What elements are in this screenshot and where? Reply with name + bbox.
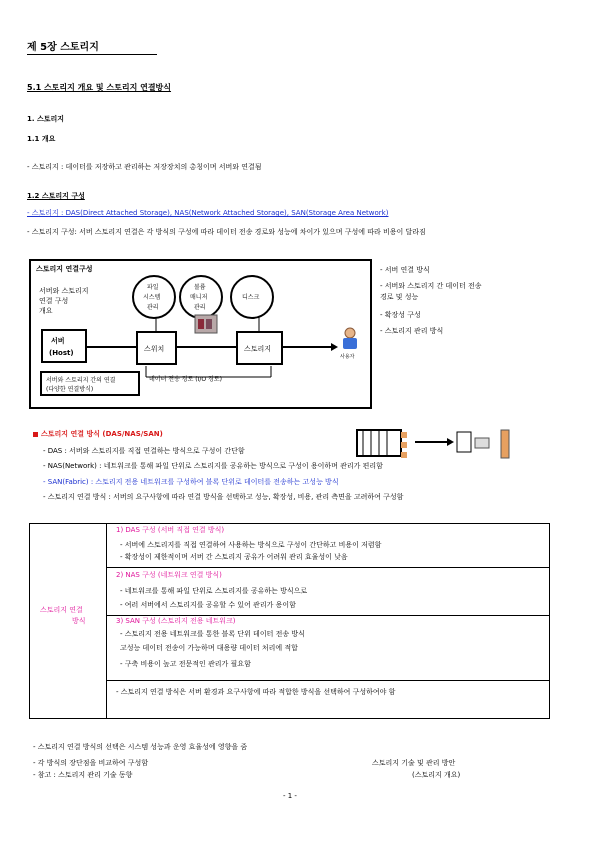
row-divider-2	[107, 615, 550, 616]
filesystem-circle	[132, 275, 176, 319]
footer-right-2: (스토리지 개요)	[412, 771, 461, 779]
diagram-left-label-1: 서버와 스토리지	[39, 287, 89, 295]
row1-head: 1) DAS 구성 (서버 직접 연결 방식)	[116, 526, 225, 534]
san-line: - SAN(Fabric) : 스토리지 전용 네트워크를 구성하여 블록 단위로 데이터를 전송하는 고성능 방식	[43, 478, 339, 486]
diagram-note-3: 경로 및 성능	[380, 293, 419, 301]
volume-manager-circle	[179, 275, 223, 319]
table-divider	[106, 524, 107, 718]
circle2-line1: 볼륨	[194, 284, 206, 291]
nas-line: - NAS(Network) : 네트워크를 통해 파일 단위로 스토리지를 공유하는 방식으로 구성이 용이하며 관리가 편리함	[43, 462, 383, 470]
switch-box	[136, 331, 177, 365]
circle1-line2: 시스템	[143, 294, 161, 301]
header-underline	[27, 54, 157, 55]
row4-line1: - 스토리지 연결 방식은 서버 환경과 요구사항에 따라 적합한 방식을 선택하여 구성하여야 함	[116, 688, 396, 696]
user-label: 사용자	[340, 354, 355, 360]
row1-line1: - 서버에 스토리지를 직접 연결하여 사용하는 방식으로 구성이 간단하고 비용이 저렴함	[120, 541, 382, 549]
bottom-box-line2: (다양한 연결방식)	[46, 386, 94, 393]
server-label-1: 서버	[51, 337, 65, 345]
sub-title-2: 1.2 스토리지 구성	[27, 192, 85, 200]
diagram-title: 스토리지 연결구성	[36, 265, 93, 273]
section-title: 5.1 스토리지 개요 및 스토리지 연결방식	[27, 83, 172, 92]
page-number: - 1 -	[283, 792, 297, 800]
row-divider-1	[107, 567, 550, 568]
diagram-note-1: - 서버 연결 방식	[380, 266, 430, 274]
circle2-line2: 매니저	[190, 294, 208, 301]
row2-line1: - 네트워크를 통해 파일 단위로 스토리지를 공유하는 방식으로	[120, 587, 308, 595]
footer-line-1: - 스토리지 연결 방식의 선택은 시스템 성능과 운영 효율성에 영향을 줌	[33, 743, 248, 751]
table-left-label-2: 방식	[72, 617, 86, 625]
row2-head: 2) NAS 구성 (네트워크 연결 방식)	[116, 571, 222, 579]
bottom-box	[40, 371, 140, 396]
red-bullet-icon	[33, 432, 38, 437]
disk-circle	[230, 275, 274, 319]
storage-label: 스토리지	[244, 345, 272, 353]
user-icon	[339, 327, 361, 351]
storage-box	[236, 331, 283, 365]
diagram-note-4: - 확장성 구성	[380, 311, 421, 319]
circle1-line1: 파일	[147, 284, 159, 291]
row2-line2: - 여러 서버에서 스토리지를 공유할 수 있어 관리가 용이함	[120, 601, 296, 609]
storage-config-line: - 스토리지 구성: 서버 스토리지 연결은 각 방식의 구성에 따라 데이터 전송 경로와 성능에 차이가 있으며 구성에 따라 비용이 달라짐	[27, 228, 426, 236]
methods-table	[29, 523, 550, 719]
selection-line: - 스토리지 연결 방식 : 서버의 요구사항에 따라 연결 방식을 선택하고 성능, 확장성, 비용, 관리 측면을 고려하여 구성함	[43, 493, 404, 501]
server-label-2: (Host)	[49, 349, 74, 357]
diagram-note-2: - 서버와 스토리지 간 데이터 전송	[380, 282, 482, 290]
das-line: - DAS : 서버와 스토리지를 직접 연결하는 방식으로 구성이 간단함	[43, 447, 245, 455]
footer-line-3: - 참고 : 스토리지 관리 기술 동향	[33, 771, 133, 779]
row-divider-3	[107, 680, 550, 681]
table-left-label-1: 스토리지 연결	[40, 606, 83, 614]
diagram-left-label-3: 개요	[39, 307, 53, 315]
diagram-frame	[29, 259, 372, 409]
footer-right-1: 스토리지 기술 및 관리 방안	[372, 759, 456, 767]
diagram-left-label-2: 연결 구성	[39, 297, 69, 305]
connection-methods-title: 스토리지 연결 방식 (DAS/NAS/SAN)	[41, 430, 163, 438]
row3-line1: - 스토리지 전용 네트워크를 통한 블록 단위 데이터 전송 방식	[120, 630, 305, 638]
row3-line3: - 구축 비용이 높고 전문적인 관리가 필요함	[120, 660, 251, 668]
io-path-label: 데이터 전송 경로 (I/O 경로)	[149, 376, 222, 383]
row3-line2: 고성능 데이터 전송이 가능하며 대용량 데이터 처리에 적합	[120, 644, 298, 652]
san-diagram-icon	[355, 426, 515, 462]
row3-head: 3) SAN 구성 (스토리지 전용 네트워크)	[116, 617, 236, 625]
sub-sub-title: 1.1 개요	[27, 135, 56, 143]
circle2-line3: 관리	[194, 304, 206, 311]
intro-line: - 스토리지 : 데이터를 저장하고 관리하는 저장장치의 총칭이며 서버와 연결됨	[27, 163, 262, 171]
diagram-note-5: - 스토리지 관리 방식	[380, 327, 444, 335]
circle3-line1: 디스크	[242, 294, 260, 301]
switch-label: 스위치	[144, 345, 165, 353]
storage-types-line: - 스토리지 : DAS(Direct Attached Storage), NAS(Network Attached Storage), SAN(Storage Area Network)	[27, 209, 389, 217]
disk-array-icon	[194, 314, 218, 334]
footer-line-2: - 각 방식의 장단점을 비교하여 구성함	[33, 759, 149, 767]
bottom-box-line1: 서버와 스토리지 간의 연결	[46, 377, 116, 384]
row1-line2: - 확장성이 제한적이며 서버 간 스토리지 공유가 어려워 관리 효율성이 낮음	[120, 553, 348, 561]
document-header: 제 5장 스토리지	[27, 42, 99, 53]
sub-title: 1. 스토리지	[27, 115, 65, 123]
circle1-line3: 관리	[147, 304, 159, 311]
